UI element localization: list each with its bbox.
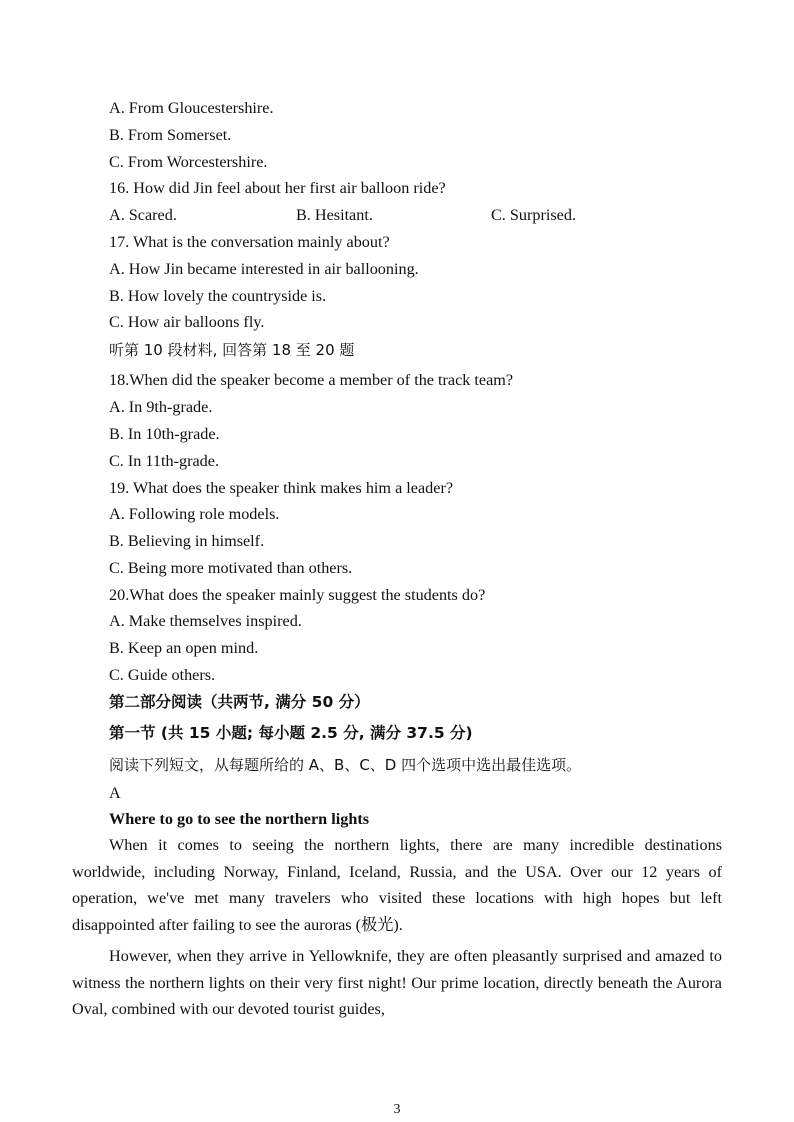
q18-option-c: C. In 11th-grade. — [109, 452, 219, 470]
q19-option-a: A. Following role models. — [109, 505, 280, 523]
passage-title: Where to go to see the northern lights — [109, 810, 370, 828]
passage-paragraph-1: When it comes to seeing the northern lights, there are many incredible destinations worldwide, including Norway, Finland, Iceland, Russia, and the USA. Over our 12 years of operation, we've met many travelers who visited these locations with high hopes but left disappointed after failing to see the auroras (极光). — [72, 836, 722, 935]
q19-stem: 19. What does the speaker think makes him a leader? — [109, 479, 454, 497]
page-number: 3 — [393, 1102, 401, 1117]
q15-option-a: A. From Gloucestershire. — [109, 99, 274, 117]
q18-option-b: B. In 10th-grade. — [109, 425, 220, 443]
q15-option-c: C. From Worcestershire. — [109, 153, 268, 171]
q19-option-c: C. Being more motivated than others. — [109, 559, 353, 577]
q20-option-c: C. Guide others. — [109, 666, 216, 684]
passage-paragraph-2: However, when they arrive in Yellowknife, they are often pleasantly surprised and amazed to witness the northern lights on their very first night! Our prime location, directly beneath the Aurora Oval, combined with our devoted tourist guides, — [72, 947, 722, 1019]
q16-option-a: A. Scared. — [109, 206, 177, 224]
q17-option-b: B. How lovely the countryside is. — [109, 287, 327, 305]
q20-option-b: B. Keep an open mind. — [109, 639, 259, 657]
q17-option-a: A. How Jin became interested in air ballooning. — [109, 260, 419, 278]
q16-options — [109, 205, 609, 225]
q16-option-b: B. Hesitant. — [296, 206, 373, 224]
q19-option-b: B. Believing in himself. — [109, 532, 265, 550]
q17-stem: 17. What is the conversation mainly about? — [109, 233, 390, 251]
section-one-heading: 第一节 (共 15 小题; 每小题 2.5 分, 满分 37.5 分) — [109, 724, 473, 742]
q17-option-c: C. How air balloons fly. — [109, 313, 265, 331]
q16-option-c: C. Surprised. — [491, 206, 576, 224]
q20-option-a: A. Make themselves inspired. — [109, 612, 302, 630]
part-two-heading: 第二部分阅读（共两节, 满分 50 分） — [109, 693, 370, 711]
q15-option-b: B. From Somerset. — [109, 126, 232, 144]
q16-stem: 16. How did Jin feel about her first air balloon ride? — [109, 179, 446, 197]
q18-option-a: A. In 9th-grade. — [109, 398, 213, 416]
reading-instruction: 阅读下列短文，从每题所给的 A、B、C、D 四个选项中选出最佳选项。 — [109, 756, 582, 774]
passage-letter: A — [109, 784, 121, 802]
q18-stem: 18.When did the speaker become a member of the track team? — [109, 371, 514, 389]
listening-instruction: 听第 10 段材料, 回答第 18 至 20 题 — [109, 341, 355, 359]
q20-stem: 20.What does the speaker mainly suggest the students do? — [109, 586, 486, 604]
